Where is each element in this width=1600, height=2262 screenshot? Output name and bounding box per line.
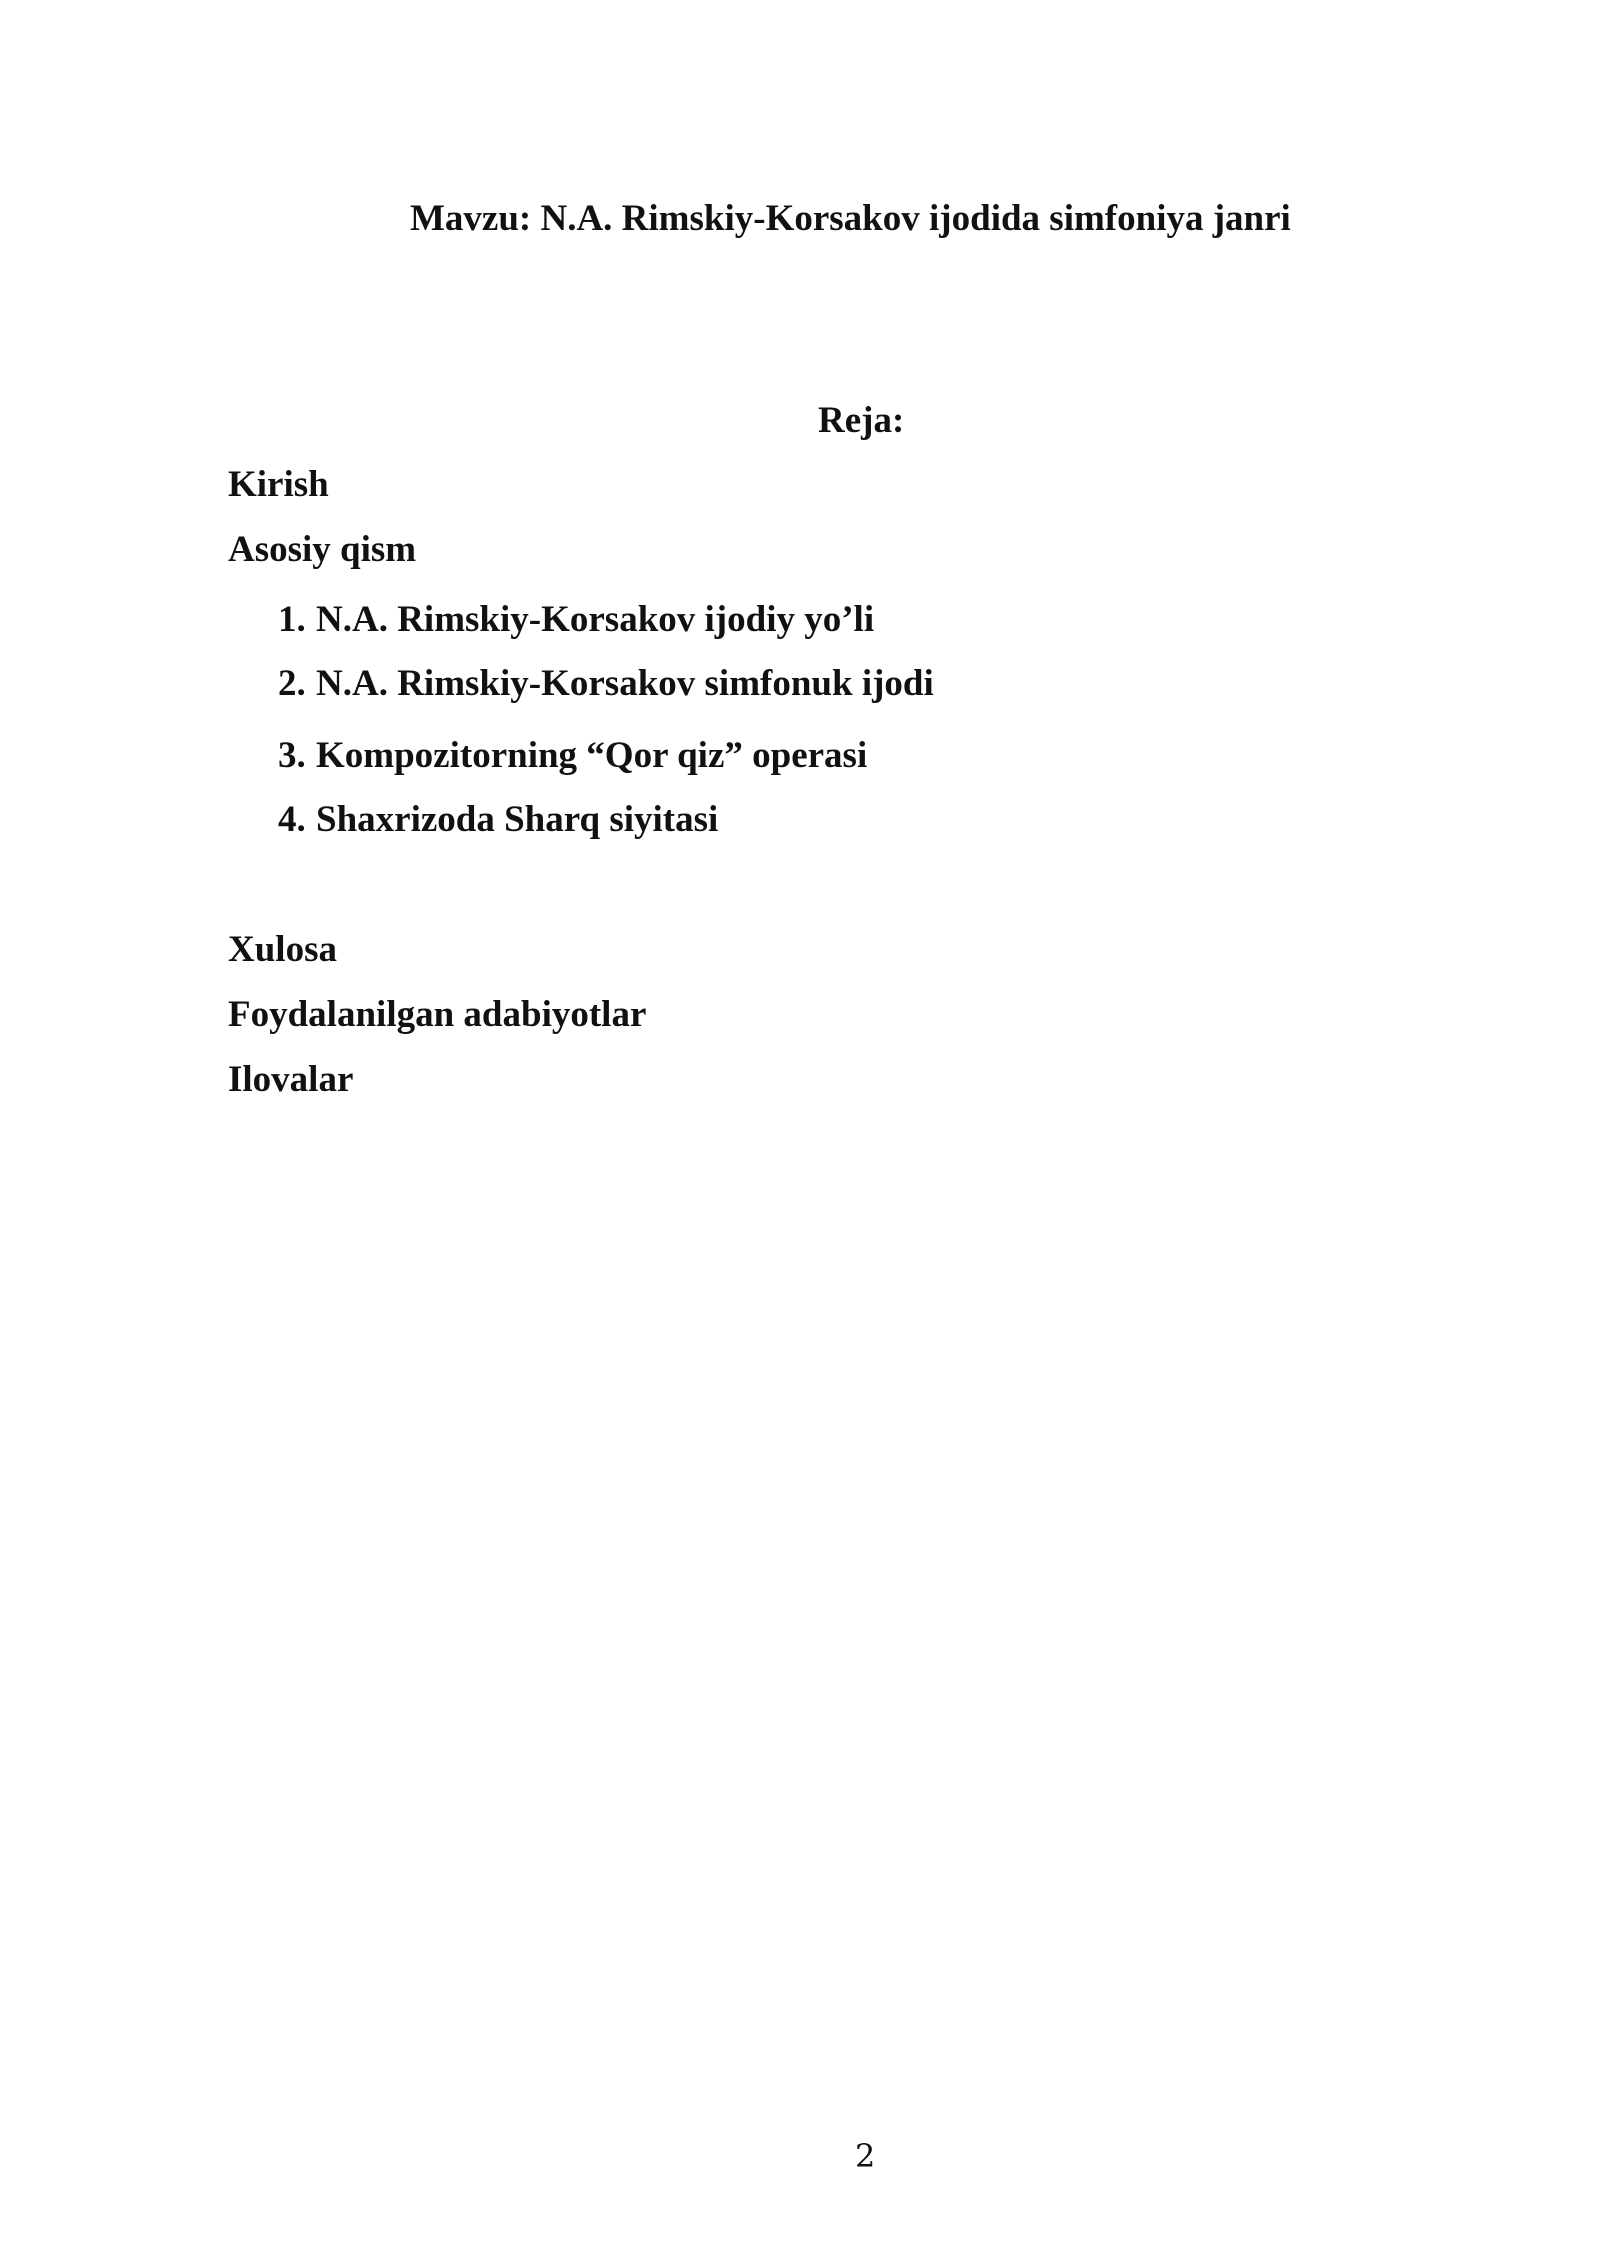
plan-item-text: Kompozitorning “Qor qiz” operasi <box>316 735 868 776</box>
plan-heading: Reja: <box>818 400 905 441</box>
plan-item-3 <box>278 731 867 781</box>
plan-item-2 <box>278 659 934 709</box>
plan-entry-intro: Kirish <box>228 464 329 505</box>
plan-item-number: 1. <box>278 599 306 640</box>
plan-item-number: 3. <box>278 735 306 776</box>
plan-item-text: N.A. Rimskiy-Korsakov ijodiy yo’li <box>316 599 875 640</box>
plan-entry-references: Foydalanilgan adabiyotlar <box>228 994 647 1035</box>
plan-item-4 <box>278 795 718 845</box>
plan-item-number: 4. <box>278 799 306 840</box>
plan-entry-main-part: Asosiy qism <box>228 529 417 570</box>
document-title: Mavzu: N.A. Rimskiy-Korsakov ijodida simfoniya janri <box>410 198 1291 239</box>
plan-item-text: N.A. Rimskiy-Korsakov simfonuk ijodi <box>316 663 934 704</box>
plan-item-text: Shaxrizoda Sharq siyitasi <box>316 799 719 840</box>
plan-item-1 <box>278 595 874 645</box>
plan-entry-conclusion: Xulosa <box>228 929 337 970</box>
plan-entry-appendices: Ilovalar <box>228 1059 354 1100</box>
page-number: 2 <box>855 2137 876 2175</box>
plan-item-number: 2. <box>278 663 306 704</box>
